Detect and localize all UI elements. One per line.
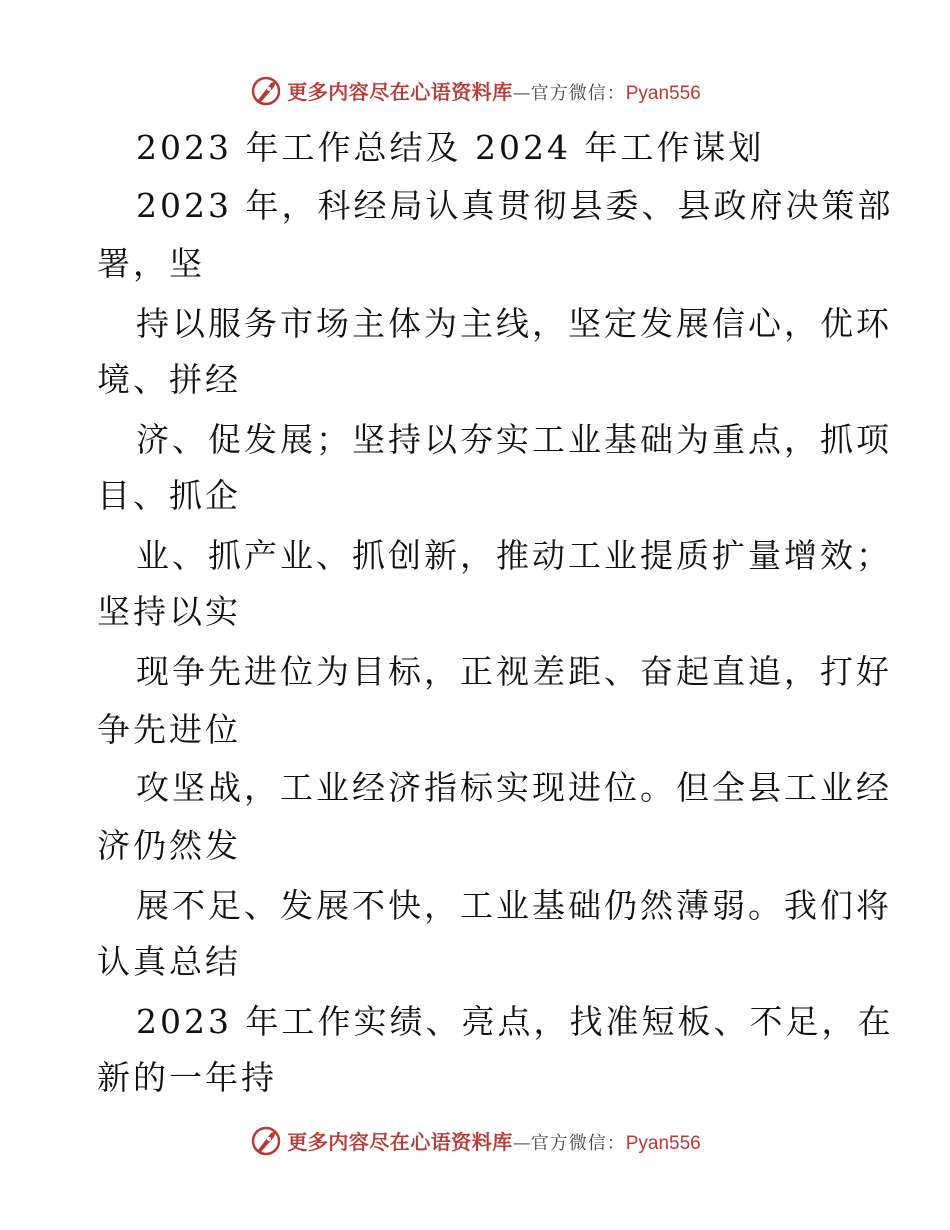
paragraph-line: 现争先进位为目标，正视差距、奋起直追，打好: [136, 652, 892, 691]
banner-separator: —: [512, 82, 531, 104]
banner-wechat-handle: Pyan556: [625, 82, 701, 104]
footer-banner: [0, 1120, 950, 1160]
paragraph-line: 目、抓企: [97, 476, 241, 515]
banner-wechat-label: 官方微信：: [530, 1132, 626, 1154]
paragraph-line: 境、拼经: [97, 360, 241, 399]
banner-main-text: 更多内容尽在心语资料库: [287, 1129, 513, 1154]
banner-wechat-handle: Pyan556: [625, 1132, 701, 1154]
paragraph-line: 争先进位: [97, 710, 241, 749]
paragraph-line: 2023 年，科经局认真贯彻县委、县政府决策部: [136, 186, 894, 225]
banner-main-text: 更多内容尽在心语资料库: [287, 79, 513, 104]
paragraph-line: 业、抓产业、抓创新，推动工业提质扩量增效；: [136, 536, 892, 575]
paragraph-line: 认真总结: [97, 942, 241, 981]
paragraph-line: 济、促发展；坚持以夯实工业基础为重点，抓项: [136, 420, 892, 459]
paragraph-line: 济仍然发: [97, 826, 241, 865]
paragraph-line: 展不足、发展不快，工业基础仍然薄弱。我们将: [136, 886, 892, 925]
paragraph-line: 攻坚战，工业经济指标实现进位。但全县工业经: [136, 768, 892, 807]
paragraph-line: 持以服务市场主体为主线，坚定发展信心，优环: [136, 304, 892, 343]
banner-separator: —: [512, 1132, 531, 1154]
header-banner: [0, 70, 950, 110]
document-title: 2023 年工作总结及 2024 年工作谋划: [136, 128, 765, 167]
pen-nib-logo-icon: [249, 1123, 283, 1157]
paragraph-line: 2023 年工作实绩、亮点，找准短板、不足，在: [136, 1002, 894, 1041]
paragraph-line: 坚持以实: [97, 592, 241, 631]
pen-nib-logo-icon: [249, 73, 283, 107]
banner-wechat-label: 官方微信：: [530, 82, 626, 104]
paragraph-line: 新的一年持: [97, 1058, 277, 1097]
paragraph-line: 署，坚: [97, 244, 205, 283]
